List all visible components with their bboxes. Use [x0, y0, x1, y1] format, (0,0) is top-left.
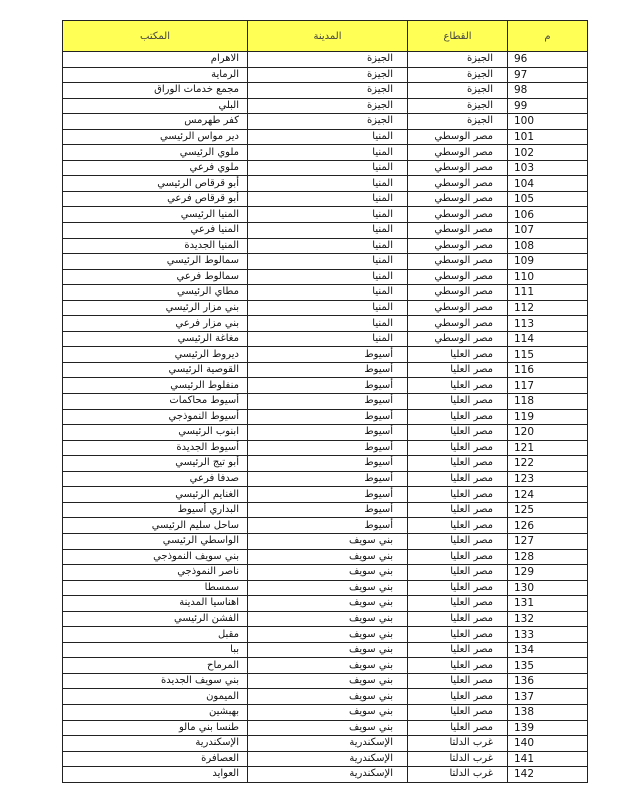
row-number: 98 — [508, 83, 588, 99]
row-number: 142 — [508, 767, 588, 783]
row-number: 109 — [508, 254, 588, 270]
row-city: الجيزة — [248, 83, 408, 99]
row-number: 129 — [508, 565, 588, 581]
row-city: المنيا — [248, 331, 408, 347]
row-office: سمسطا — [63, 580, 248, 596]
row-office: المنيا فرعي — [63, 223, 248, 239]
table-row — [63, 238, 588, 254]
table-row — [63, 627, 588, 643]
row-sector: الجيزة — [408, 83, 508, 99]
row-city: أسيوط — [248, 487, 408, 503]
row-office: الميمون — [63, 689, 248, 705]
table-row — [63, 767, 588, 783]
row-city: أسيوط — [248, 471, 408, 487]
row-sector: مصر العليا — [408, 642, 508, 658]
table-row — [63, 176, 588, 192]
row-office: أسيوط الجديدة — [63, 440, 248, 456]
row-number: 102 — [508, 145, 588, 161]
row-sector: مصر العليا — [408, 425, 508, 441]
row-office: بني سويف الجديدة — [63, 673, 248, 689]
row-office: دير مواس الرئيسي — [63, 129, 248, 145]
row-city: بني سويف — [248, 658, 408, 674]
table-row — [63, 207, 588, 223]
row-sector: مصر العليا — [408, 627, 508, 643]
row-city: المنيا — [248, 207, 408, 223]
row-sector: مصر العليا — [408, 549, 508, 565]
row-city: أسيوط — [248, 394, 408, 410]
row-city: المنيا — [248, 160, 408, 176]
row-city: المنيا — [248, 145, 408, 161]
row-sector: الجيزة — [408, 114, 508, 130]
row-number: 96 — [508, 52, 588, 68]
table-row — [63, 300, 588, 316]
table-row — [63, 689, 588, 705]
row-sector: مصر العليا — [408, 565, 508, 581]
row-office: الغنايم الرئيسي — [63, 487, 248, 503]
row-city: الإسكندرية — [248, 736, 408, 752]
row-office: بهبشين — [63, 704, 248, 720]
row-number: 128 — [508, 549, 588, 565]
row-office: بني مزار فرعي — [63, 316, 248, 332]
table-row — [63, 145, 588, 161]
row-sector: غرب الدلتا — [408, 751, 508, 767]
row-sector: مصر العليا — [408, 409, 508, 425]
row-office: ناصر النموذجي — [63, 565, 248, 581]
row-number: 107 — [508, 223, 588, 239]
row-office: العصافرة — [63, 751, 248, 767]
row-sector: مصر الوسطي — [408, 316, 508, 332]
row-office: المنيا الرئيسي — [63, 207, 248, 223]
row-number: 137 — [508, 689, 588, 705]
offices-table — [62, 20, 588, 783]
table-row — [63, 378, 588, 394]
row-number: 104 — [508, 176, 588, 192]
row-number: 124 — [508, 487, 588, 503]
row-sector: مصر العليا — [408, 347, 508, 363]
table-row — [63, 440, 588, 456]
row-sector: مصر الوسطي — [408, 269, 508, 285]
row-city: أسيوط — [248, 409, 408, 425]
row-sector: مصر العليا — [408, 440, 508, 456]
row-city: الإسكندرية — [248, 751, 408, 767]
row-city: أسيوط — [248, 347, 408, 363]
table-row — [63, 191, 588, 207]
row-office: مطاي الرئيسي — [63, 285, 248, 301]
row-sector: مصر العليا — [408, 673, 508, 689]
row-number: 116 — [508, 362, 588, 378]
row-sector: مصر العليا — [408, 658, 508, 674]
table-row — [63, 471, 588, 487]
row-number: 136 — [508, 673, 588, 689]
row-city: المنيا — [248, 285, 408, 301]
row-city: بني سويف — [248, 549, 408, 565]
row-number: 135 — [508, 658, 588, 674]
row-number: 138 — [508, 704, 588, 720]
table-row — [63, 362, 588, 378]
row-office: أسيوط محاكمات — [63, 394, 248, 410]
row-sector: الجيزة — [408, 52, 508, 68]
row-city: بني سويف — [248, 704, 408, 720]
row-city: بني سويف — [248, 565, 408, 581]
row-office: سمالوط فرعي — [63, 269, 248, 285]
row-city: بني سويف — [248, 596, 408, 612]
offices-sheet — [62, 20, 587, 783]
table-row — [63, 565, 588, 581]
row-sector: مصر العليا — [408, 518, 508, 534]
row-sector: مصر العليا — [408, 533, 508, 549]
row-number: 132 — [508, 611, 588, 627]
table-row — [63, 673, 588, 689]
table-row — [63, 409, 588, 425]
table-row — [63, 580, 588, 596]
row-sector: مصر العليا — [408, 394, 508, 410]
row-city: بني سويف — [248, 642, 408, 658]
row-number: 141 — [508, 751, 588, 767]
row-sector: مصر العليا — [408, 596, 508, 612]
row-office: ببا — [63, 642, 248, 658]
row-city: المنيا — [248, 254, 408, 270]
row-office: بني مزار الرئيسي — [63, 300, 248, 316]
row-city: الجيزة — [248, 67, 408, 83]
row-city: المنيا — [248, 269, 408, 285]
table-row — [63, 611, 588, 627]
row-sector: مصر الوسطي — [408, 285, 508, 301]
row-sector: مصر الوسطي — [408, 160, 508, 176]
row-office: أبو تيج الرئيسي — [63, 456, 248, 472]
table-row — [63, 720, 588, 736]
row-city: أسيوط — [248, 502, 408, 518]
row-number: 97 — [508, 67, 588, 83]
row-city: الإسكندرية — [248, 767, 408, 783]
row-office: طنسا بني مالو — [63, 720, 248, 736]
row-office: الإسكندرية — [63, 736, 248, 752]
row-number: 115 — [508, 347, 588, 363]
table-row — [63, 285, 588, 301]
row-city: أسيوط — [248, 362, 408, 378]
table-row — [63, 502, 588, 518]
row-office: أبو قرقاص الرئيسي — [63, 176, 248, 192]
row-sector: مصر الوسطي — [408, 254, 508, 270]
table-row — [63, 67, 588, 83]
table-row — [63, 658, 588, 674]
row-office: مقبل — [63, 627, 248, 643]
row-office: كفر طهرمس — [63, 114, 248, 130]
row-office: الفشن الرئيسي — [63, 611, 248, 627]
row-office: اهناسيا المدينة — [63, 596, 248, 612]
table-row — [63, 114, 588, 130]
table-row — [63, 596, 588, 612]
table-row — [63, 518, 588, 534]
row-office: الواسطي الرئيسي — [63, 533, 248, 549]
row-office: العوايد — [63, 767, 248, 783]
row-office: ساحل سليم الرئيسي — [63, 518, 248, 534]
table-row — [63, 269, 588, 285]
row-number: 100 — [508, 114, 588, 130]
row-sector: مصر الوسطي — [408, 331, 508, 347]
table-row — [63, 549, 588, 565]
row-city: بني سويف — [248, 720, 408, 736]
row-office: المنيا الجديدة — [63, 238, 248, 254]
row-sector: مصر الوسطي — [408, 207, 508, 223]
row-sector: مصر العليا — [408, 704, 508, 720]
row-number: 119 — [508, 409, 588, 425]
row-office: منفلوط الرئيسي — [63, 378, 248, 394]
row-number: 140 — [508, 736, 588, 752]
row-number: 133 — [508, 627, 588, 643]
row-office: الاهرام — [63, 52, 248, 68]
table-row — [63, 331, 588, 347]
row-office: أسيوط النموذجي — [63, 409, 248, 425]
row-sector: مصر العليا — [408, 362, 508, 378]
row-sector: غرب الدلتا — [408, 767, 508, 783]
row-city: أسيوط — [248, 456, 408, 472]
row-city: أسيوط — [248, 518, 408, 534]
row-number: 130 — [508, 580, 588, 596]
row-number: 123 — [508, 471, 588, 487]
row-number: 127 — [508, 533, 588, 549]
table-row — [63, 487, 588, 503]
table-row — [63, 83, 588, 99]
row-office: صدفا فرعي — [63, 471, 248, 487]
row-number: 117 — [508, 378, 588, 394]
table-row — [63, 704, 588, 720]
row-office: القوصية الرئيسي — [63, 362, 248, 378]
row-number: 134 — [508, 642, 588, 658]
row-city: أسيوط — [248, 425, 408, 441]
row-sector: مصر العليا — [408, 456, 508, 472]
row-sector: مصر الوسطي — [408, 145, 508, 161]
row-number: 113 — [508, 316, 588, 332]
row-sector: مصر العليا — [408, 378, 508, 394]
row-office: البداري أسيوط — [63, 502, 248, 518]
table-body — [63, 52, 588, 783]
row-office: أبو قرقاص فرعي — [63, 191, 248, 207]
row-number: 111 — [508, 285, 588, 301]
row-office: سمالوط الرئيسي — [63, 254, 248, 270]
row-office: البلي — [63, 98, 248, 114]
table-row — [63, 129, 588, 145]
row-city: أسيوط — [248, 440, 408, 456]
row-office: مجمع خدمات الوراق — [63, 83, 248, 99]
row-city: المنيا — [248, 129, 408, 145]
row-number: 103 — [508, 160, 588, 176]
row-office: الرماية — [63, 67, 248, 83]
row-sector: مصر العليا — [408, 580, 508, 596]
row-number: 108 — [508, 238, 588, 254]
row-number: 101 — [508, 129, 588, 145]
table-row — [63, 736, 588, 752]
row-sector: الجيزة — [408, 67, 508, 83]
row-sector: مصر العليا — [408, 611, 508, 627]
row-city: المنيا — [248, 176, 408, 192]
table-row — [63, 642, 588, 658]
row-number: 126 — [508, 518, 588, 534]
row-number: 139 — [508, 720, 588, 736]
row-city: المنيا — [248, 300, 408, 316]
table-row — [63, 533, 588, 549]
row-office: المرماح — [63, 658, 248, 674]
row-city: المنيا — [248, 191, 408, 207]
row-number: 131 — [508, 596, 588, 612]
row-city: بني سويف — [248, 580, 408, 596]
row-sector: مصر العليا — [408, 502, 508, 518]
row-city: الجيزة — [248, 98, 408, 114]
header-office: المكتب — [63, 21, 248, 52]
table-row — [63, 316, 588, 332]
row-office: بني سويف النموذجي — [63, 549, 248, 565]
table-row — [63, 394, 588, 410]
row-city: المنيا — [248, 316, 408, 332]
row-city: الجيزة — [248, 52, 408, 68]
row-number: 121 — [508, 440, 588, 456]
table-row — [63, 425, 588, 441]
row-office: ملوي الرئيسي — [63, 145, 248, 161]
row-sector: الجيزة — [408, 98, 508, 114]
row-city: بني سويف — [248, 689, 408, 705]
row-number: 99 — [508, 98, 588, 114]
row-city: الجيزة — [248, 114, 408, 130]
row-number: 120 — [508, 425, 588, 441]
row-number: 122 — [508, 456, 588, 472]
row-city: المنيا — [248, 223, 408, 239]
row-sector: مصر العليا — [408, 720, 508, 736]
row-sector: مصر الوسطي — [408, 129, 508, 145]
row-city: بني سويف — [248, 627, 408, 643]
row-number: 118 — [508, 394, 588, 410]
row-sector: مصر الوسطي — [408, 238, 508, 254]
row-city: بني سويف — [248, 673, 408, 689]
row-office: ابنوب الرئيسي — [63, 425, 248, 441]
header-city: المدينة — [248, 21, 408, 52]
table-row — [63, 160, 588, 176]
header-num: م — [508, 21, 588, 52]
row-sector: مصر الوسطي — [408, 300, 508, 316]
row-number: 125 — [508, 502, 588, 518]
row-number: 112 — [508, 300, 588, 316]
row-sector: مصر الوسطي — [408, 223, 508, 239]
row-sector: مصر الوسطي — [408, 176, 508, 192]
table-row — [63, 52, 588, 68]
table-row — [63, 347, 588, 363]
row-office: مغاغة الرئيسي — [63, 331, 248, 347]
row-sector: مصر الوسطي — [408, 191, 508, 207]
row-number: 105 — [508, 191, 588, 207]
table-row — [63, 98, 588, 114]
row-office: ملوي فرعي — [63, 160, 248, 176]
row-sector: مصر العليا — [408, 471, 508, 487]
row-city: أسيوط — [248, 378, 408, 394]
row-sector: مصر العليا — [408, 487, 508, 503]
row-sector: مصر العليا — [408, 689, 508, 705]
header-sector: القطاع — [408, 21, 508, 52]
row-office: ديروط الرئيسي — [63, 347, 248, 363]
row-city: بني سويف — [248, 611, 408, 627]
row-number: 114 — [508, 331, 588, 347]
table-row — [63, 223, 588, 239]
header-row — [63, 21, 588, 52]
row-number: 110 — [508, 269, 588, 285]
table-row — [63, 456, 588, 472]
row-sector: غرب الدلتا — [408, 736, 508, 752]
table-row — [63, 254, 588, 270]
table-row — [63, 751, 588, 767]
row-city: بني سويف — [248, 533, 408, 549]
row-city: المنيا — [248, 238, 408, 254]
row-number: 106 — [508, 207, 588, 223]
